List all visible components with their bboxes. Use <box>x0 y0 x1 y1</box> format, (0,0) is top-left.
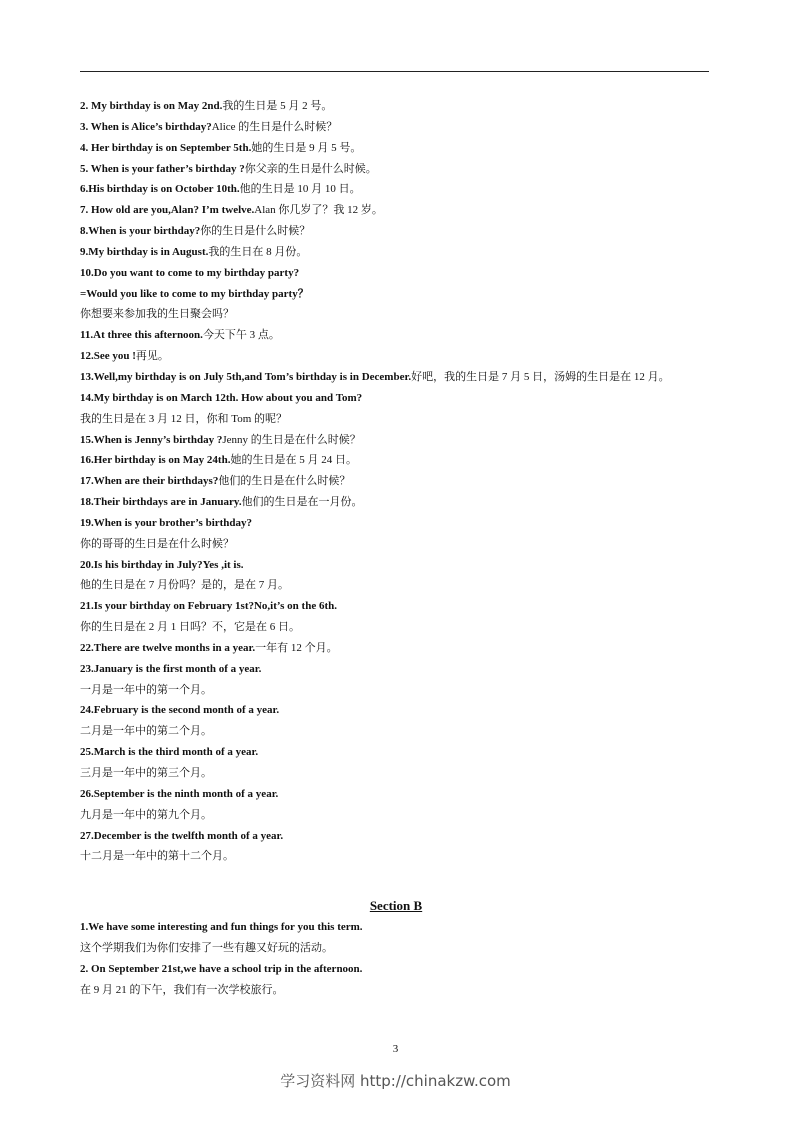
english-sentence: 22.There are twelve months in a year. <box>80 641 256 654</box>
chinese-translation: 一月是一年中的第一个月。 <box>80 683 212 696</box>
english-sentence: 7. How old are you,Alan? I’m twelve. <box>80 204 255 217</box>
english-sentence: 5. When is your father’s birthday ? <box>80 162 245 175</box>
sentence-line <box>80 555 712 576</box>
chinese-translation: Alan 你几岁了？我 12 岁。 <box>254 204 383 217</box>
english-sentence: 25.March is the third month of a year. <box>80 746 259 759</box>
sentence-line <box>80 513 712 534</box>
english-sentence: =Would you like to come to my birthday party？ <box>80 287 309 300</box>
sentence-line <box>80 367 712 388</box>
section-b-title: Section B <box>369 898 423 914</box>
sentence-line <box>80 784 712 805</box>
sentence-line <box>80 959 712 980</box>
sentence-line <box>80 200 712 221</box>
sentence-line <box>80 117 712 138</box>
section-b-sentence-list <box>80 917 712 1000</box>
sentence-line <box>80 805 712 826</box>
chinese-translation: 她的生日是在 5 月 24 日。 <box>230 454 357 467</box>
english-sentence: 17.When are their birthdays? <box>80 475 219 488</box>
chinese-translation: 十二月是一年中的第十二个月。 <box>80 850 234 863</box>
chinese-translation: 他的生日是 10 月 10 日。 <box>239 183 361 196</box>
sentence-line <box>80 680 712 701</box>
chinese-translation: 你的生日是在 2 月 1 日吗？不，它是在 6 日。 <box>80 621 300 634</box>
chinese-translation: 我的生日在 8 月份。 <box>208 245 308 258</box>
chinese-translation: 他的生日是在 7 月份吗？是的，是在 7 月。 <box>80 579 289 592</box>
chinese-translation: Alice 的生日是什么时候？ <box>211 120 338 133</box>
chinese-translation: 你的哥哥的生日是在什么时候？ <box>80 537 234 550</box>
chinese-translation: 我的生日是 5 月 2 号。 <box>222 100 333 112</box>
english-sentence: 18.Their birthdays are in January. <box>80 496 242 509</box>
sentence-line <box>80 96 712 117</box>
sentence-line <box>80 938 712 959</box>
chinese-translation: 她的生日是 9 月 5 号。 <box>251 141 362 154</box>
sentence-line <box>80 450 712 471</box>
header-rule <box>80 71 709 72</box>
chinese-translation: 你的生日是什么时候？ <box>200 225 311 238</box>
chinese-translation: 他们的生日是在什么时候？ <box>218 475 351 488</box>
english-sentence: 24.February is the second month of a year. <box>80 704 280 717</box>
sentence-line <box>80 471 712 492</box>
sentence-line <box>80 430 712 451</box>
english-sentence: 6.His birthday is on October 10th. <box>80 183 240 196</box>
chinese-translation: 在 9 月 21 的下午，我们有一次学校旅行。 <box>80 983 284 996</box>
chinese-translation: 他们的生日是在一月份。 <box>241 496 363 509</box>
sentence-line <box>80 596 712 617</box>
sentence-line <box>80 179 712 200</box>
sentence-line <box>80 846 712 867</box>
chinese-translation: 我的生日是在 3 月 12 日，你和 Tom 的呢？ <box>80 412 288 425</box>
sentence-line <box>80 826 712 847</box>
english-sentence: 4. Her birthday is on September 5th. <box>80 141 252 154</box>
english-sentence: 26.September is the ninth month of a year. <box>80 787 279 800</box>
chinese-translation: 一年有 12 个月。 <box>255 641 338 654</box>
english-sentence: 1.We have some interesting and fun things for you this term. <box>80 921 363 934</box>
english-sentence: 9.My birthday is in August. <box>80 245 209 258</box>
sentence-line <box>80 388 712 409</box>
english-sentence: 10.Do you want to come to my birthday party? <box>80 266 300 279</box>
chinese-translation: 你父亲的生日是什么时候。 <box>244 162 377 175</box>
sentence-line <box>80 700 712 721</box>
site-watermark: 学习资料网 http://chinakzw.com <box>280 1072 511 1090</box>
chinese-translation: 这个学期我们为你们安排了一些有趣又好玩的活动。 <box>80 942 333 955</box>
chinese-translation: 九月是一年中的第九个月。 <box>80 808 212 821</box>
sentence-line <box>80 917 712 938</box>
document-body <box>80 96 712 1001</box>
chinese-translation: 今天下午 3 点。 <box>202 329 280 342</box>
english-sentence: 2. On September 21st,we have a school trip in the afternoon. <box>80 962 363 975</box>
english-sentence: 19.When is your brother’s birthday? <box>80 516 253 529</box>
english-sentence: 3. When is Alice’s birthday? <box>80 120 212 133</box>
chinese-translation: 二月是一年中的第二个月。 <box>80 725 212 738</box>
english-sentence: 21.Is your birthday on February 1st?No,it’s on the 6th. <box>80 600 337 613</box>
sentence-line <box>80 492 712 513</box>
sentence-line <box>80 638 712 659</box>
sentence-line <box>80 138 712 159</box>
chinese-translation: Jenny 的生日是在什么时候？ <box>222 433 361 446</box>
english-sentence: 23.January is the first month of a year. <box>80 662 262 675</box>
english-sentence: 15.When is Jenny’s birthday ? <box>80 433 223 446</box>
sentence-line <box>80 263 712 284</box>
english-sentence: 14.My birthday is on March 12th. How about you and Tom? <box>80 391 363 404</box>
sentence-line <box>80 575 712 596</box>
sentence-line <box>80 304 712 325</box>
chinese-translation: 好吧，我的生日是 7 月 5 日，汤姆的生日是在 12 月。 <box>411 370 670 383</box>
sentence-line <box>80 742 712 763</box>
english-sentence: 11.At three this afternoon. <box>80 329 203 342</box>
sentence-line <box>80 409 712 430</box>
sentence-line <box>80 325 712 346</box>
sentence-line <box>80 284 712 305</box>
page-number: 3 <box>392 1043 399 1055</box>
english-sentence: 13.Well,my birthday is on July 5th,and Tom’s birthday is in December. <box>80 370 412 383</box>
chinese-translation: 再见。 <box>135 350 169 363</box>
sentence-line <box>80 763 712 784</box>
section-gap <box>80 867 712 896</box>
chinese-translation: 你想要来参加我的生日聚会吗？ <box>80 308 234 321</box>
sentence-list <box>80 96 712 867</box>
sentence-line <box>80 159 712 180</box>
sentence-line <box>80 346 712 367</box>
sentence-line <box>80 721 712 742</box>
english-sentence: 16.Her birthday is on May 24th. <box>80 454 231 467</box>
sentence-line <box>80 534 712 555</box>
chinese-translation: 三月是一年中的第三个月。 <box>80 767 212 779</box>
english-sentence: 12.See you ! <box>80 350 136 363</box>
english-sentence: 27.December is the twelfth month of a year. <box>80 829 284 842</box>
sentence-line <box>80 980 712 1001</box>
sentence-line <box>80 242 712 263</box>
sentence-line <box>80 659 712 680</box>
english-sentence: 20.Is his birthday in July?Yes ,it is. <box>80 558 244 571</box>
english-sentence: 2. My birthday is on May 2nd. <box>80 100 223 112</box>
sentence-line <box>80 617 712 638</box>
sentence-line <box>80 221 712 242</box>
english-sentence: 8.When is your birthday? <box>80 225 201 238</box>
